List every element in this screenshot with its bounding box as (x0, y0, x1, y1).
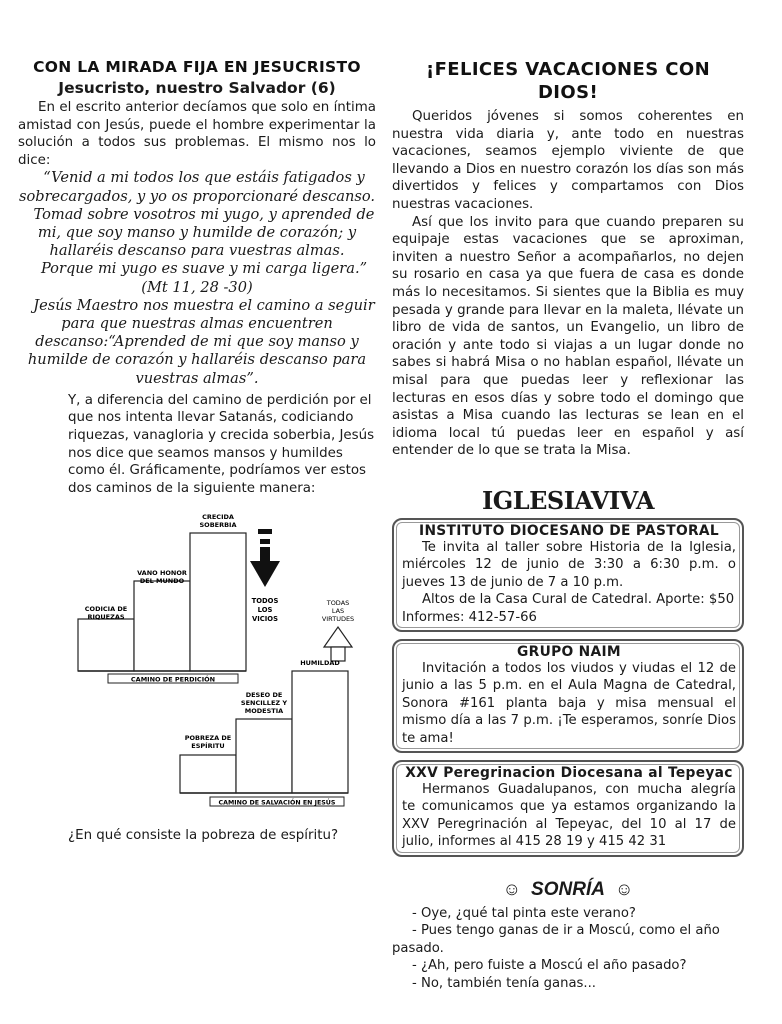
svg-text:CODICIA DERIQUEZAS: CODICIA DE RIQUEZAS (84, 605, 128, 622)
box-title: XXV Peregrinacion Diocesana al Tepeyac (405, 764, 733, 781)
label-camino-salvacion: CAMINO DE SALVACIÓN EN JESÚS (218, 799, 336, 807)
left-body: Y, a diferencia del camino de perdición por el que nos intenta llevar Satanás, codiciando riquezas, vanagloria y crecida soberbia, Jesús nos dice que seamos mansos y humildes como él. Gráficamente, podríamos ver estos dos caminos de la siguiente manera: (68, 392, 375, 496)
right-paragraph-1: Queridos jóvenes si somos coherentes en nuestra vida diaria y, ante todo en nuestras vacaciones, seamos ejemplo viviente de que llevando a Dios en nuestro corazón los días son más divertidos y felices y compartamos con Dios nuestras vacaciones. (392, 109, 744, 212)
two-paths-diagram (68, 507, 368, 827)
box-text: Invitación a todos los viudos y viudas el 12 de junio a las 5 p.m. en el Aula Magna de Catedral, Sonora #161 planta baja y misa mensual el mismo día a las 7 p.m. ¡Te esperamos, sonríe Dios te ama! (402, 660, 736, 746)
bar-humildad (292, 671, 348, 793)
quote-line: Jesús Maestro nos muestra el camino a seguir para que nuestras almas encuentren descanso:“Aprended de mi que soy manso y humilde de corazón y hallaréis descanso para vuestras almas”. (27, 296, 375, 387)
bar-deseo (236, 719, 292, 793)
iglesiaviva-logo: IGLESIAVIVA (481, 485, 655, 515)
quote-line: Porque mi yugo es suave y mi carga ligera.” (Mt 11, 28 -30) (40, 260, 368, 296)
box-text: Hermanos Guadalupanos, con mucha alegría te comunicamos que ya estamos organizando la XXV Peregrinación al Tepeyac, del 10 al 17 de julio, informes al 415 28 19 y 415 42 31 (402, 781, 736, 850)
box-text: Te invita al taller sobre Historia de la Iglesia, miércoles 12 de junio de 3:30 a 6:30 p.m. o jueves 13 de junio de 7 a 10 p.m. (402, 539, 736, 590)
box-title: GRUPO NAIM (517, 643, 621, 660)
left-title: CON LA MIRADA FIJA EN JESUCRISTO (33, 58, 361, 76)
joke-line: - Pues tengo ganas de ir a Moscú, como el año pasado. (392, 923, 720, 956)
box-text: Informes: 412-57-66 (402, 609, 537, 625)
right-column (392, 58, 744, 993)
bar-codicia (78, 619, 134, 671)
box-text: Altos de la Casa Cural de Catedral. Aporte: $50 (422, 592, 735, 608)
joke (392, 905, 744, 993)
svg-text:TODOSLOSVICIOS: TODOS LOS VICIOS (251, 597, 279, 624)
svg-text:DESEO DESENCILLEZ YMODESTIA: DESEO DE SENCILLEZ Y MODESTIA (240, 691, 288, 716)
quote-line: “Venid a mi todos los que estáis fatigados y sobrecargados, y yo os proporcionaré descanso. (18, 169, 376, 205)
up-arrow-icon (324, 627, 352, 661)
bar-crecida (190, 533, 246, 671)
joke-line: - No, también tenía ganas... (412, 975, 596, 991)
sonria-title: SONRÍA (531, 878, 605, 900)
left-intro: En el escrito anterior decíamos que solo en íntima amistad con Jesús, puede el hombre experimentar la solución a todos sus problemas. El mismo nos lo dice: (18, 100, 376, 168)
svg-text:VANO HONORDEL MUNDO: VANO HONOR DEL MUNDO (137, 569, 187, 586)
bar-pobreza (180, 755, 236, 793)
diagram-svg (68, 507, 368, 827)
left-question: ¿En qué consiste la pobreza de espíritu? (68, 828, 339, 844)
svg-text:CRECIDASOBERBIA: CRECIDA SOBERBIA (199, 513, 237, 530)
joke-line: - Oye, ¿qué tal pinta este verano? (412, 905, 636, 921)
right-paragraph-2: Así que los invito para que cuando preparen su equipaje estas vacaciones que se aproximan, inviten a nuestro Señor a acompañarlos, no dejen su rosario en casa ya que fuera de casa es donde más lo necesitamos. Si sientes que la Biblia es muy pesada y grande para llevar en la maleta, llévate un libro de vida de santos, un Evangelio, un libro de oración y ante todo si viajas a un lugar donde no sabes si habrá Misa o no hablan español, llévate un misal para que puedas leer y reflexionar las lecturas en esos días y sobre todo el domingo que asistas a Misa cuando las lecturas se lean en el idioma local tú puedas leer en español y así entender de lo que se trata la Misa. (392, 214, 744, 459)
left-column (18, 58, 376, 845)
notice-box-naim (392, 639, 744, 753)
left-subtitle: Jesucristo, nuestro Salvador (6) (58, 79, 336, 97)
right-title: ¡FELICES VACACIONES CON DIOS! (425, 59, 711, 103)
smiley-icon: ☺ (502, 878, 522, 899)
label-camino-perdicion: CAMINO DE PERDICIÓN (130, 675, 216, 684)
svg-text:TODASLASVIRTUDES: TODAS LAS VIRTUDES (321, 599, 355, 624)
quote-line: Tomad sobre vosotros mi yugo, y aprended de mi, que soy manso y humilde de corazón; y hallaréis descanso para vuestras almas. (33, 205, 375, 260)
label-humildad: HUMILDAD (300, 659, 340, 668)
sonria-heading (392, 879, 744, 901)
smiley-icon: ☺ (614, 878, 634, 899)
scripture-quote (18, 169, 376, 387)
box-title: INSTITUTO DIOCESANO DE PASTORAL (419, 522, 719, 539)
svg-text:POBREZA DEESPÍRITU: POBREZA DE ESPÍRITU (184, 734, 232, 751)
notice-box-peregrinacion (392, 760, 744, 857)
down-arrow-icon (250, 529, 280, 587)
joke-line: - ¿Ah, pero fuiste a Moscú el año pasado? (412, 958, 687, 974)
notice-box-instituto (392, 518, 744, 632)
bar-vano (134, 581, 190, 671)
